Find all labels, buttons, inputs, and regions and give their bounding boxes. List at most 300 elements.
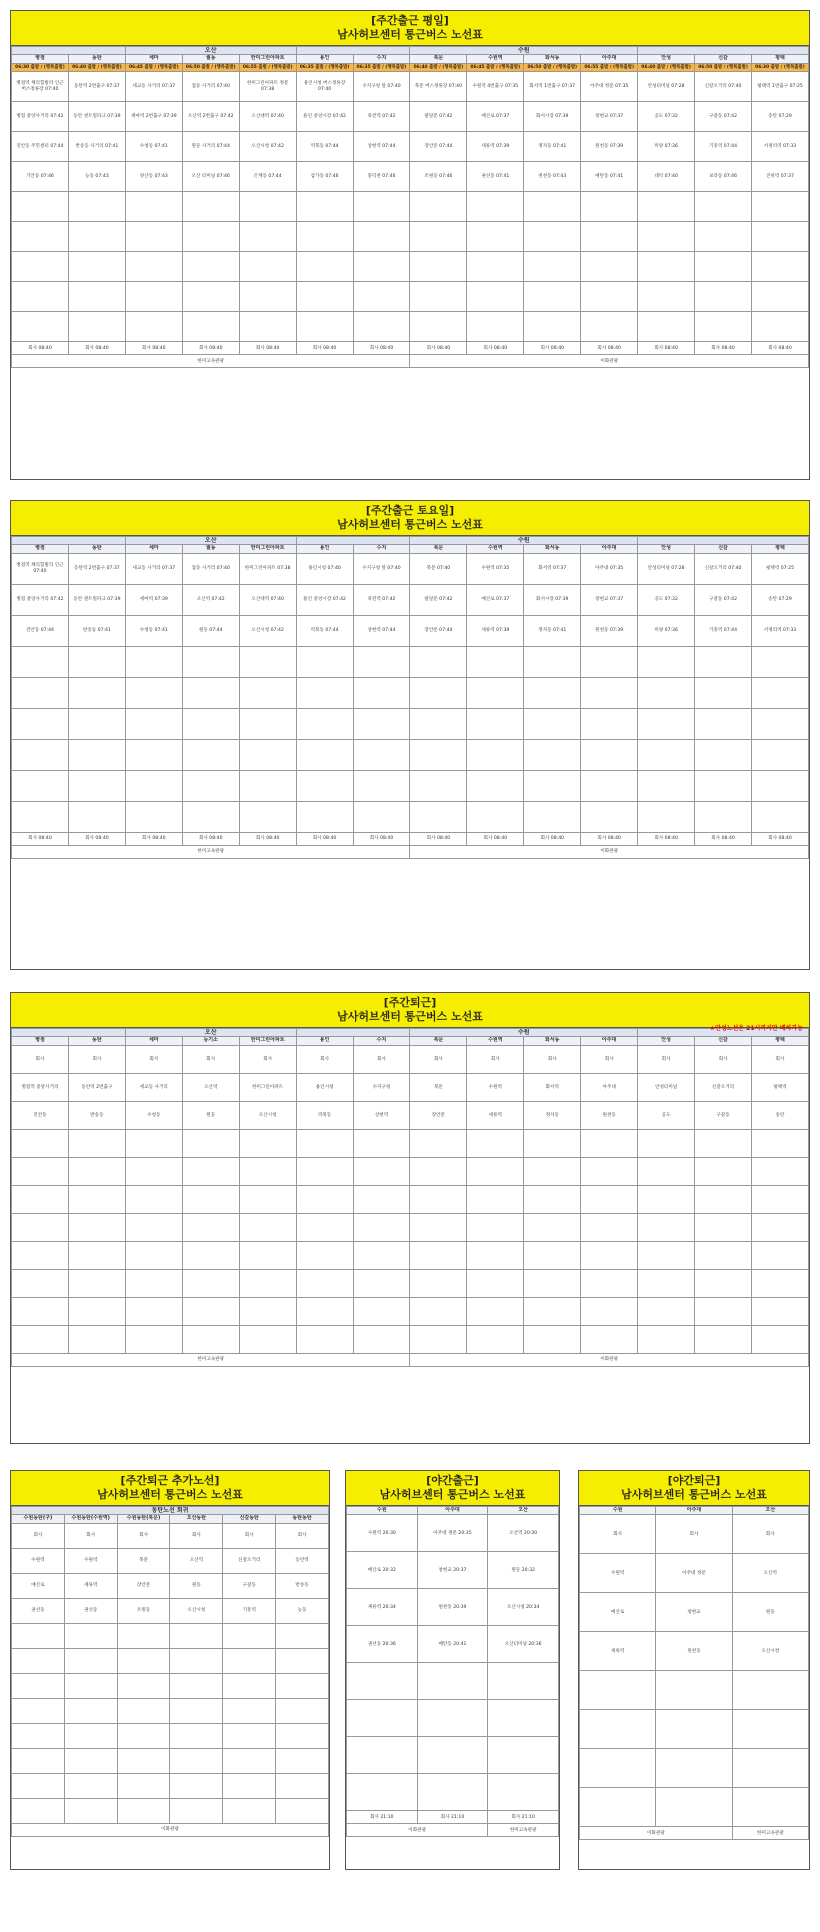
stop-cell (276, 1773, 329, 1798)
column-header: 안성 (638, 1037, 695, 1045)
stop-cell: 병점역 체리힐빌라 인근 07:40 (12, 553, 69, 584)
stop-cell (581, 192, 638, 222)
stop-cell: 오산대역 07:40 (239, 102, 296, 132)
table-row (12, 1548, 329, 1573)
stop-cell (695, 739, 752, 770)
stop-cell (296, 282, 353, 312)
stop-cell (239, 1269, 296, 1297)
stop-cell: 수원역 (580, 1554, 656, 1593)
column-header-row (12, 1515, 329, 1523)
stop-cell (125, 801, 182, 832)
stop-cell (524, 252, 581, 282)
stop-cell (353, 770, 410, 801)
stop-cell: 병점 중앙사거리 07:42 (12, 584, 69, 615)
stop-cell (125, 770, 182, 801)
stop-cell: 정자동 07:41 (524, 615, 581, 646)
arrival-cell: 회사 08:40 (524, 342, 581, 355)
stop-cell (276, 1648, 329, 1673)
stop-cell (296, 1241, 353, 1269)
stop-cell (638, 1241, 695, 1269)
stop-cell (467, 1157, 524, 1185)
stop-cell: 매산로 (580, 1593, 656, 1632)
table-row (12, 162, 809, 192)
arrival-cell: 회사 08:40 (125, 342, 182, 355)
stop-cell (12, 312, 69, 342)
stop-cell (170, 1623, 223, 1648)
column-header: 오산동탄 (170, 1515, 223, 1523)
stop-cell: 팔달문 07:42 (410, 102, 467, 132)
stop-cell (170, 1748, 223, 1773)
stop-cell (12, 708, 69, 739)
stop-cell: 오산시청 07:42 (239, 615, 296, 646)
stop-cell: 아주대 정문 (656, 1554, 732, 1593)
stop-cell (347, 1774, 418, 1811)
column-header: 평택 (751, 1037, 808, 1045)
stop-cell: 원동 20:32 (488, 1552, 559, 1589)
stop-cell: 은계동 07:44 (239, 162, 296, 192)
departure-cell: 06:40 출발 / (행복출발) (68, 63, 125, 71)
stop-cell (12, 739, 69, 770)
table-row (12, 1101, 809, 1129)
column-header: 아주대 (581, 1037, 638, 1045)
stop-cell: 세류역 (64, 1573, 117, 1598)
arrival-cell: 회사 08:40 (12, 342, 69, 355)
night-evening-schedule (578, 1470, 810, 1870)
arrival-cell: 회사 08:40 (751, 342, 808, 355)
stop-cell (239, 1129, 296, 1157)
stop-cell: 회사 (524, 1045, 581, 1073)
table-row (12, 1157, 809, 1185)
stop-cell (12, 801, 69, 832)
stop-cell (656, 1788, 732, 1827)
stop-cell: 정자동 (524, 1101, 581, 1129)
column-header: 수원역 (467, 55, 524, 63)
stop-cell (524, 801, 581, 832)
stop-cell: 회사 (580, 1515, 656, 1554)
stop-cell (68, 677, 125, 708)
column-header: 용인 (296, 55, 353, 63)
stop-cell (353, 1297, 410, 1325)
stop-cell (524, 312, 581, 342)
stop-cell (296, 192, 353, 222)
column-header: 신갈 (695, 55, 752, 63)
column-header: 동탄 (68, 545, 125, 553)
column-header: 수원동탄(구) (12, 1515, 65, 1523)
stop-cell (695, 1213, 752, 1241)
stop-cell (417, 1663, 488, 1700)
table-row (347, 1663, 559, 1700)
stop-cell: 회사 (12, 1523, 65, 1548)
stop-cell (695, 1241, 752, 1269)
stop-cell (296, 312, 353, 342)
stop-cell (353, 739, 410, 770)
departure-cell: 06:40 출발 / (행복출발) (410, 63, 467, 71)
stop-cell: 진안동 (12, 1101, 69, 1129)
table-row (12, 1185, 809, 1213)
stop-cell (68, 739, 125, 770)
stop-cell (695, 222, 752, 252)
arrival-cell: 회사 08:40 (638, 832, 695, 845)
table-row (12, 1573, 329, 1598)
stop-cell (410, 646, 467, 677)
stop-cell: 원동 사거리 07:44 (182, 132, 239, 162)
stop-cell (296, 739, 353, 770)
stop-cell (488, 1737, 559, 1774)
departure-row (12, 63, 809, 71)
stop-cell (732, 1710, 808, 1749)
stop-cell: 능동 07:43 (68, 162, 125, 192)
stop-cell (182, 770, 239, 801)
header-blank (296, 1029, 410, 1037)
stop-cell (12, 1185, 69, 1213)
stop-cell (12, 770, 69, 801)
stop-cell (488, 1700, 559, 1737)
stop-cell: 회사 (638, 1045, 695, 1073)
stop-cell (239, 312, 296, 342)
table-row (12, 1269, 809, 1297)
table-row (12, 646, 809, 677)
stop-cell (353, 646, 410, 677)
stop-cell (12, 282, 69, 312)
stop-cell: 한미그린아파트 (239, 1073, 296, 1101)
group-header-row (12, 47, 809, 55)
stop-cell: 오산 터미널 07:46 (182, 162, 239, 192)
column-header: 수원역 (467, 545, 524, 553)
arrival-row (12, 832, 809, 845)
stop-cell: 원천동 07:39 (581, 615, 638, 646)
table-row (12, 1748, 329, 1773)
stop-cell: 구갈동 07:42 (695, 584, 752, 615)
stop-cell (695, 1157, 752, 1185)
stop-cell (68, 1241, 125, 1269)
stop-cell (732, 1671, 808, 1710)
arrival-cell: 회사 21:10 (417, 1811, 488, 1824)
stop-cell (581, 1185, 638, 1213)
stop-cell (638, 770, 695, 801)
stop-cell: 세류역 20:34 (347, 1589, 418, 1626)
stop-cell: 동탄역 2번출구 07:37 (68, 553, 125, 584)
stop-cell (125, 1129, 182, 1157)
column-header: 아주대 (581, 545, 638, 553)
departure-cell: 06:35 출발 / (행복출발) (353, 63, 410, 71)
stop-cell: 매산로 (12, 1573, 65, 1598)
stop-cell: 세마역 07:39 (125, 584, 182, 615)
stop-cell (353, 1241, 410, 1269)
stop-cell (581, 1241, 638, 1269)
stop-cell: 원동 (182, 1101, 239, 1129)
stop-cell: 화서역 (524, 1073, 581, 1101)
column-header-row (12, 55, 809, 63)
stop-cell (695, 677, 752, 708)
stop-cell: 수원역 20:30 (347, 1515, 418, 1552)
stop-cell (638, 312, 695, 342)
company-label: 이화관광 (580, 1827, 733, 1840)
stop-cell (656, 1749, 732, 1788)
stop-cell (581, 1269, 638, 1297)
stop-cell (417, 1700, 488, 1737)
column-header: 수원동탄(북문) (117, 1515, 170, 1523)
stop-cell: 창현교 20:37 (417, 1552, 488, 1589)
stop-cell (12, 1673, 65, 1698)
stop-cell (638, 1269, 695, 1297)
stop-cell: 용인시청 버스정류장 07:40 (296, 72, 353, 102)
stop-cell (353, 708, 410, 739)
stop-cell: 장안문 07:44 (410, 132, 467, 162)
stop-cell (12, 1773, 65, 1798)
stop-cell (296, 1269, 353, 1297)
stop-cell (117, 1773, 170, 1798)
stop-cell (296, 222, 353, 252)
stop-cell (296, 1297, 353, 1325)
stop-cell (125, 192, 182, 222)
stop-cell (410, 1185, 467, 1213)
departure-cell: 06:30 출발 / (행복출발) (12, 63, 69, 71)
stop-cell: 대덕 07:40 (638, 162, 695, 192)
stop-cell (170, 1723, 223, 1748)
stop-cell (223, 1748, 276, 1773)
stop-cell: 창현교 07:37 (581, 102, 638, 132)
company-label: 한미고속관광 (488, 1824, 559, 1837)
stop-cell: 동탄역 2번출구 (68, 1073, 125, 1101)
column-header-row (347, 1507, 559, 1515)
stop-cell: 신갈오거리 (223, 1548, 276, 1573)
route-table (11, 46, 809, 368)
stop-cell (524, 1241, 581, 1269)
stop-cell (467, 282, 524, 312)
stop-cell (182, 801, 239, 832)
stop-cell: 회사 (467, 1045, 524, 1073)
stop-cell (410, 252, 467, 282)
column-header: 평택 (751, 545, 808, 553)
stop-cell (125, 646, 182, 677)
stop-cell (695, 646, 752, 677)
stop-cell (12, 677, 69, 708)
departure-cell: 06:45 출발 / (행복출발) (125, 63, 182, 71)
stop-cell (125, 1269, 182, 1297)
stop-cell: 기흥역 (223, 1598, 276, 1623)
table-row (347, 1774, 559, 1811)
arrival-cell: 회사 08:40 (638, 342, 695, 355)
departure-cell: 06:30 출발 / (행복출발) (751, 63, 808, 71)
stop-cell (64, 1698, 117, 1723)
stop-cell (638, 801, 695, 832)
stop-cell (117, 1748, 170, 1773)
stop-cell: 용인 중앙시장 07:42 (296, 102, 353, 132)
stop-cell: 권선동 07:41 (467, 162, 524, 192)
table-row (12, 1773, 329, 1798)
table-row (12, 1698, 329, 1723)
arrival-cell: 회사 08:40 (410, 832, 467, 845)
schedule-title: [주간퇴근] 남사허브센터 통근버스 노선표 (11, 993, 809, 1028)
arrival-row (347, 1811, 559, 1824)
stop-cell (524, 677, 581, 708)
stop-cell: 동탄 센트럴파크 07:39 (68, 102, 125, 132)
stop-cell (695, 1129, 752, 1157)
column-header: 북문 (410, 545, 467, 553)
stop-cell: 송탄 07:29 (751, 584, 808, 615)
stop-cell (239, 1325, 296, 1353)
stop-cell (410, 770, 467, 801)
stop-cell (751, 708, 808, 739)
table-row (12, 72, 809, 102)
stop-cell: 평택역 (751, 1073, 808, 1101)
departure-cell: 06:35 출발 / (행복출발) (296, 63, 353, 71)
stop-cell: 세류역 (467, 1101, 524, 1129)
stop-cell (410, 1269, 467, 1297)
stop-cell (12, 1213, 69, 1241)
stop-cell: 수원역 07:35 (467, 553, 524, 584)
column-header: 수원역 (467, 1037, 524, 1045)
route-table (579, 1506, 809, 1840)
company-label: 한미고속관광 (12, 1353, 410, 1366)
stop-cell: 수지구청 앞 07:40 (353, 72, 410, 102)
stop-cell: 오산역 (170, 1548, 223, 1573)
table-row (12, 1073, 809, 1101)
stop-cell (638, 282, 695, 312)
stop-cell: 삼가동 07:46 (296, 162, 353, 192)
stop-cell: 반송동 (276, 1573, 329, 1598)
stop-cell: 미양 07:36 (638, 132, 695, 162)
stop-cell (170, 1798, 223, 1823)
stop-cell: 오산역 (182, 1073, 239, 1101)
schedule-title: [주간출근 토요일] 남사허브센터 통근버스 노선표 (11, 501, 809, 536)
stop-cell: 권선동 (64, 1598, 117, 1623)
stop-cell (353, 1269, 410, 1297)
stop-cell: 안성터미널 07:28 (638, 72, 695, 102)
table-row (12, 739, 809, 770)
arrival-cell: 회사 08:40 (182, 832, 239, 845)
stop-cell: 한미그린아파트 07:38 (239, 553, 296, 584)
table-row (12, 1325, 809, 1353)
stop-cell (125, 222, 182, 252)
stop-cell (68, 770, 125, 801)
stop-cell: 병점 중앙사거리 07:42 (12, 102, 69, 132)
arrival-cell: 회사 08:40 (581, 832, 638, 845)
arrival-cell: 회사 08:40 (524, 832, 581, 845)
stop-cell: 천천동 07:43 (524, 162, 581, 192)
table-row (12, 1045, 809, 1073)
stop-cell (638, 1325, 695, 1353)
table-row (580, 1749, 809, 1788)
stop-cell (410, 801, 467, 832)
stop-cell (638, 1185, 695, 1213)
arrival-cell: 회사 21:10 (347, 1811, 418, 1824)
stop-cell: 용인시청 (296, 1073, 353, 1101)
stop-cell (239, 739, 296, 770)
stop-cell: 반송동 07:41 (68, 615, 125, 646)
column-header: 한미그린아파트 (239, 55, 296, 63)
stop-cell (751, 312, 808, 342)
stop-cell (638, 1213, 695, 1241)
stop-cell (467, 770, 524, 801)
stop-cell (239, 252, 296, 282)
stop-cell (580, 1749, 656, 1788)
stop-cell (296, 708, 353, 739)
column-header: 안성 (638, 545, 695, 553)
stop-cell (296, 677, 353, 708)
stop-cell: 송탄 (751, 1101, 808, 1129)
stop-cell (347, 1737, 418, 1774)
stop-cell: 세교동 사거리 (125, 1073, 182, 1101)
stop-cell (410, 1157, 467, 1185)
stop-cell (410, 192, 467, 222)
stop-cell (347, 1700, 418, 1737)
stop-cell (524, 646, 581, 677)
stop-cell (12, 1723, 65, 1748)
stop-cell: 궐동 사거리 07:40 (182, 553, 239, 584)
column-header: 오산 (732, 1507, 808, 1515)
stop-cell (410, 1129, 467, 1157)
stop-cell (638, 1129, 695, 1157)
stop-cell (125, 1241, 182, 1269)
stop-cell (182, 312, 239, 342)
stop-cell (12, 222, 69, 252)
stop-cell (751, 1297, 808, 1325)
arrival-cell: 회사 08:40 (695, 342, 752, 355)
stop-cell (68, 252, 125, 282)
stop-cell: 북문 (117, 1548, 170, 1573)
company-label: 이화관광 (410, 845, 809, 858)
stop-cell (751, 1241, 808, 1269)
stop-cell (239, 1157, 296, 1185)
stop-cell (638, 222, 695, 252)
stop-cell (467, 192, 524, 222)
stop-cell (12, 1297, 69, 1325)
table-row (12, 252, 809, 282)
table-row (12, 1648, 329, 1673)
stop-cell (64, 1623, 117, 1648)
stop-cell (182, 1241, 239, 1269)
stop-cell (68, 192, 125, 222)
stop-cell (695, 1297, 752, 1325)
stop-cell: 원천동 07:39 (581, 132, 638, 162)
table-row (12, 1523, 329, 1548)
stop-cell (12, 1269, 69, 1297)
header-blank (296, 537, 410, 545)
stop-cell (580, 1710, 656, 1749)
stop-cell: 수지구청 앞 07:40 (353, 553, 410, 584)
stop-cell: 역북동 (296, 1101, 353, 1129)
stop-cell: 회사 (64, 1523, 117, 1548)
stop-cell (239, 801, 296, 832)
stop-cell (117, 1648, 170, 1673)
saturday-morning-schedule (10, 500, 810, 970)
stop-cell (581, 282, 638, 312)
column-header: 수지 (353, 55, 410, 63)
stop-cell: 화서시장 07:39 (524, 584, 581, 615)
stop-cell (524, 739, 581, 770)
stop-cell: 회사 (117, 1523, 170, 1548)
arrival-cell: 회사 08:40 (410, 342, 467, 355)
stop-cell (695, 312, 752, 342)
stop-cell (239, 1185, 296, 1213)
stop-cell (68, 1185, 125, 1213)
stop-cell: 회사 (170, 1523, 223, 1548)
stop-cell (12, 252, 69, 282)
stop-cell: 화서역 07:37 (524, 553, 581, 584)
stop-cell (695, 801, 752, 832)
table-row (12, 1598, 329, 1623)
stop-cell (581, 708, 638, 739)
stop-cell (182, 1185, 239, 1213)
stop-cell: 회사 (12, 1045, 69, 1073)
stop-cell: 오산역 20:30 (488, 1515, 559, 1552)
stop-cell (695, 770, 752, 801)
stop-cell: 죽전역 07:42 (353, 584, 410, 615)
company-label: 한미고속관광 (732, 1827, 808, 1840)
stop-cell: 조원동 (117, 1598, 170, 1623)
stop-cell (467, 708, 524, 739)
